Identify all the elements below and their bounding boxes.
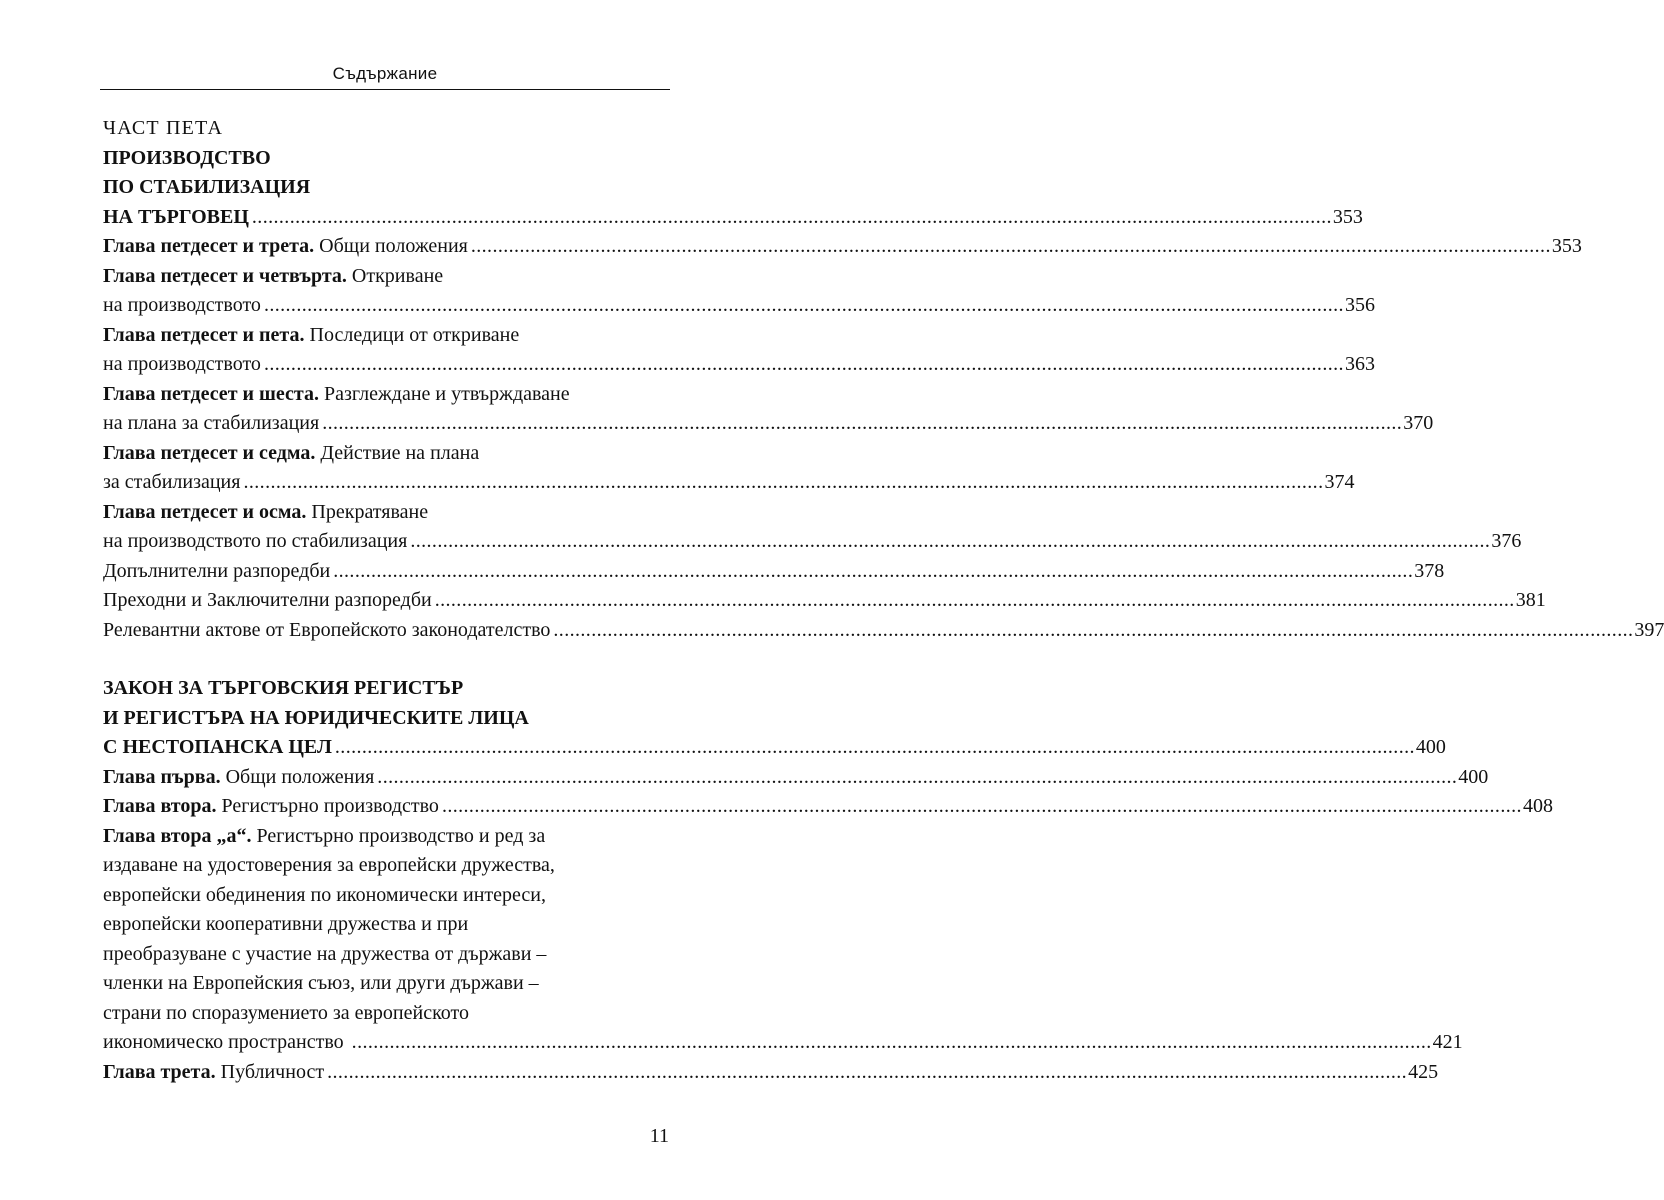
chapter-label: Глава трета. [103, 1060, 216, 1083]
toc-entry-line: страни по споразумението за европейското [103, 1001, 469, 1024]
dot-leader: ........................................................................................................................................................................................................ [327, 1060, 1408, 1083]
chapter-title-continued: икономическо пространство [103, 1031, 349, 1053]
toc-entry-chapter-2[interactable] [103, 792, 1553, 822]
chapter-title: Откриване [346, 264, 444, 287]
toc-entry-text [103, 232, 468, 262]
chapter-title: Общи положения [220, 765, 375, 788]
chapter-title-continued: на плана за стабилизация [103, 412, 320, 434]
chapter-label: Глава втора „а“. [103, 824, 252, 847]
page-ref: 353 [1332, 205, 1363, 228]
page-ref: 378 [1414, 559, 1445, 582]
chapter-title: Общи положения [314, 235, 468, 257]
toc-entry-line [103, 468, 1355, 498]
header-rule [100, 89, 670, 90]
chapter-title: Последици от откриване [304, 323, 520, 346]
chapter-label: Глава петдесет и трета. [103, 235, 315, 257]
toc-entry-chapter-55[interactable] [103, 321, 1375, 380]
page-number: 11 [649, 1125, 669, 1147]
chapter-label: Глава първа. [103, 765, 221, 788]
dot-leader: ........................................................................................................................................................................................................ [263, 294, 1344, 316]
toc-entry-law[interactable] [103, 733, 1446, 763]
toc-entry-chapter-2a[interactable] [103, 822, 1463, 1058]
chapter-title: Прекратяване [306, 500, 429, 523]
toc-entry-line [103, 822, 669, 852]
chapter-title-continued: за стабилизация [103, 471, 241, 493]
page-ref: 397 [1634, 618, 1664, 641]
toc-entry-chapter-56[interactable] [103, 380, 1434, 439]
toc-entry-chapter-57[interactable] [103, 439, 1355, 498]
part-title-line: ПО СТАБИЛИЗАЦИЯ [103, 176, 311, 198]
dot-leader: ........................................................................................................................................................................................................ [351, 1031, 1432, 1053]
dot-leader: ........................................................................................................................................................................................................ [333, 559, 1414, 582]
toc-entry-line: европейски обединения по икономически интереси, [103, 883, 546, 906]
chapter-label: Глава втора. [103, 795, 217, 817]
toc-entry-chapter-3[interactable] [103, 1058, 1439, 1088]
dot-leader: ........................................................................................................................................................................................................ [377, 765, 1458, 788]
part-title-line: ПРОИЗВОДСТВО [103, 146, 271, 169]
toc-entry-line [103, 439, 669, 469]
page-ref: 356 [1344, 294, 1375, 316]
page-ref: 353 [1551, 235, 1582, 257]
toc-entry-chapter-1[interactable] [103, 763, 1489, 793]
dot-leader: ........................................................................................................................................................................................................ [441, 795, 1522, 817]
page-ref: 408 [1522, 795, 1553, 817]
toc-entry-text: Релевантни актове от Европейското законодателство [103, 618, 551, 641]
toc-entry-part-five[interactable] [103, 203, 1363, 233]
chapter-title-continued: на производството [103, 353, 261, 375]
toc-entry-chapter-58[interactable] [103, 498, 1522, 557]
page-ref: 381 [1515, 589, 1546, 611]
toc-entry-line [103, 498, 669, 528]
dot-leader: ........................................................................................................................................................................................................ [470, 235, 1551, 257]
page-ref: 425 [1408, 1060, 1439, 1083]
part-label: ЧАСТ ПЕТА [103, 117, 224, 139]
chapter-label: Глава петдесет и четвърта. [103, 264, 347, 287]
dot-leader: ........................................................................................................................................................................................................ [243, 471, 1324, 493]
dot-leader: ........................................................................................................................................................................................................ [251, 205, 1332, 228]
page-ref: 400 [1458, 765, 1489, 788]
law-title-line: ЗАКОН ЗА ТЪРГОВСКИЯ РЕГИСТЪР [103, 677, 464, 699]
chapter-title: Действие на плана [315, 441, 480, 464]
page-ref: 374 [1324, 471, 1355, 493]
section-gap [103, 645, 669, 674]
law-title-line: С НЕСТОПАНСКА ЦЕЛ [103, 736, 332, 758]
chapter-title: Регистърно производство и ред за [251, 824, 546, 847]
dot-leader: ........................................................................................................................................................................................................ [553, 618, 1634, 641]
toc-entry-text [103, 763, 374, 793]
toc-entry-chapter-54[interactable] [103, 262, 1375, 321]
dot-leader: ........................................................................................................................................................................................................ [434, 589, 1515, 611]
toc-entry-line [103, 350, 1375, 380]
chapter-title: Разглеждане и утвърждаване [319, 382, 570, 405]
table-of-contents [103, 114, 1664, 1087]
page-ref: 376 [1491, 530, 1522, 552]
page-ref: 370 [1403, 412, 1434, 434]
chapter-label: Глава петдесет и седма. [103, 441, 316, 464]
toc-entry-line [103, 262, 669, 292]
toc-entry-line [103, 380, 669, 410]
part-title-line: НА ТЪРГОВЕЦ [103, 205, 249, 228]
chapter-title-continued: на производството по стабилизация [103, 530, 408, 552]
toc-entry-line: преобразуване с участие на дружества от държави – [103, 942, 547, 965]
toc-entry-transitional-provisions[interactable] [103, 586, 1546, 616]
toc-entry-line [103, 409, 1434, 439]
toc-entry-line: членки на Европейския съюз, или други държави – [103, 972, 539, 994]
toc-entry-text: Допълнителни разпоредби [103, 559, 331, 582]
dot-leader: ........................................................................................................................................................................................................ [410, 530, 1491, 552]
chapter-label: Глава петдесет и пета. [103, 323, 305, 346]
chapter-title: Регистърно производство [216, 795, 439, 817]
running-header-title: Съдържание [332, 64, 438, 83]
toc-entry-eu-legislation[interactable] [103, 616, 1664, 646]
toc-entry-text [103, 792, 439, 822]
law-title-line: И РЕГИСТЪРА НА ЮРИДИЧЕСКИТЕ ЛИЦА [103, 706, 529, 729]
dot-leader: ........................................................................................................................................................................................................ [263, 353, 1344, 375]
toc-entry-line [103, 291, 1375, 321]
chapter-title: Публичност [215, 1060, 325, 1083]
dot-leader: ........................................................................................................................................................................................................ [322, 412, 1403, 434]
chapter-label: Глава петдесет и осма. [103, 500, 307, 523]
toc-entry-text: Преходни и Заключителни разпоредби [103, 589, 432, 611]
page-ref: 363 [1344, 353, 1375, 375]
toc-entry-additional-provisions[interactable] [103, 557, 1445, 587]
chapter-title-continued: на производството [103, 294, 261, 316]
chapter-label: Глава петдесет и шеста. [103, 382, 319, 405]
page-ref: 400 [1415, 736, 1446, 758]
dot-leader: ........................................................................................................................................................................................................ [334, 736, 1415, 758]
toc-entry-text [103, 1058, 324, 1088]
toc-entry-line [103, 1028, 1463, 1058]
toc-entry-line [103, 527, 1522, 557]
toc-entry-line: европейски кооперативни дружества и при [103, 913, 469, 935]
toc-entry-line [103, 321, 669, 351]
toc-entry-line: издаване на удостоверения за европейски дружества, [103, 854, 555, 876]
toc-entry-chapter-53[interactable] [103, 232, 1582, 262]
page-ref: 421 [1432, 1031, 1463, 1053]
